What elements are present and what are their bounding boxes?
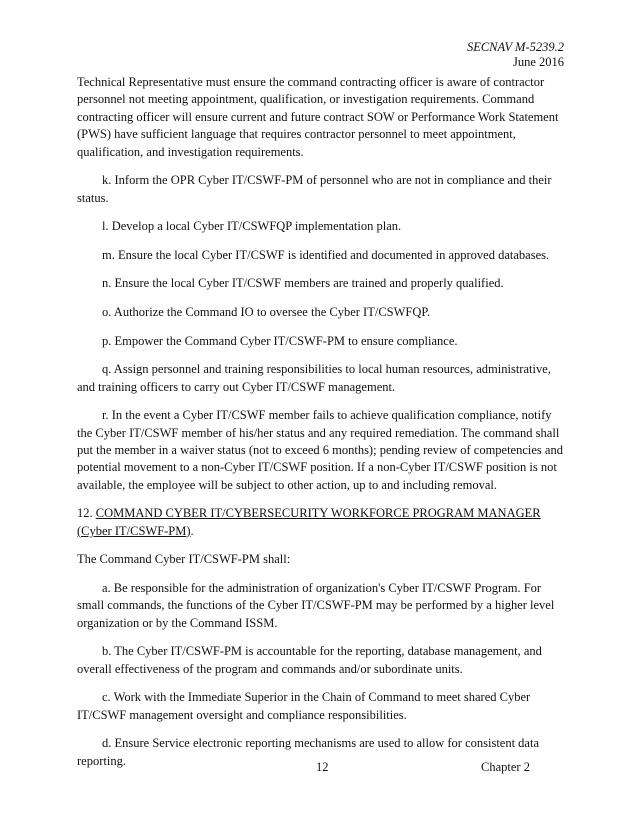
paragraph-m: m. Ensure the local Cyber IT/CSWF is identified and documented in approved databases. — [102, 247, 550, 262]
footer-chapter: Chapter 2 — [481, 760, 530, 774]
paragraph-n: n. Ensure the local Cyber IT/CSWF members are trained and properly qualified. — [102, 276, 504, 291]
paragraph-d: d. Ensure Service electronic reporting mechanisms are used to allow for consistent data reporting. — [77, 736, 540, 768]
section-12-number: 12. — [77, 506, 93, 521]
paragraph-a: a. Be responsible for the administration of organization's Cyber IT/CSWF Program. For small commands, the functions of the Cyber IT/CSWF-PM may be performed by a higher level organization or by the Command ISSM. — [77, 581, 555, 630]
paragraph-c: c. Work with the Immediate Superior in the Chain of Command to meet shared Cyber IT/CSWF management oversight and compliance responsibilities. — [77, 690, 531, 722]
section-12-title-end: . — [190, 523, 194, 538]
header-date: June 2016 — [512, 55, 564, 69]
paragraph-o: o. Authorize the Command IO to oversee the Cyber IT/CSWFQP. — [102, 305, 431, 319]
paragraph-k: k. Inform the OPR Cyber IT/CSWF-PM of personnel who are not in compliance and their status. — [77, 173, 552, 205]
section-12-title: COMMAND CYBER IT/CYBERSECURITY WORKFORCE PROGRAM MANAGER (Cyber IT/CSWF-PM) — [77, 506, 541, 538]
paragraph-r: r. In the event a Cyber IT/CSWF member fails to achieve qualification compliance, notify the Cyber IT/CSWF member of his/her status and any required remediation. The command shall put the member in a waiver status (not to exceed 6 months); pending review of competencies and potential movement to a non-Cyber IT/CSWF position. If a non-Cyber IT/CSWF position is not available, the employee will be subject to other action, up to and including removal. — [77, 408, 563, 492]
paragraph-p: p. Empower the Command Cyber IT/CSWF-PM to ensure compliance. — [102, 333, 458, 348]
paragraph-q: q. Assign personnel and training responsibilities to local human resources, administrative, and training officers to carry out Cyber IT/CSWF management. — [77, 362, 551, 394]
body-text — [77, 74, 567, 781]
header-doc-id: SECNAV M-5239.2 — [466, 40, 564, 54]
footer-page-number: 12 — [316, 760, 329, 774]
paragraph-intro: Technical Representative must ensure the command contracting officer is aware of contractor personnel not meeting appointment, qualification, or investigation requirements. Command contracting officer will ensure current and future contract SOW or Performance Work Statement (PWS) have sufficient language that requires contractor personnel to meet appointment, qualification, and investigation requirements. — [77, 75, 559, 159]
paragraph-l: l. Develop a local Cyber IT/CSWFQP implementation plan. — [102, 219, 402, 234]
paragraph-b: b. The Cyber IT/CSWF-PM is accountable for the reporting, database management, and overall effectiveness of the program and commands and/or subordinate units. — [77, 644, 542, 676]
paragraph-lead: The Command Cyber IT/CSWF-PM shall: — [77, 552, 291, 567]
section-12-heading — [77, 505, 567, 540]
